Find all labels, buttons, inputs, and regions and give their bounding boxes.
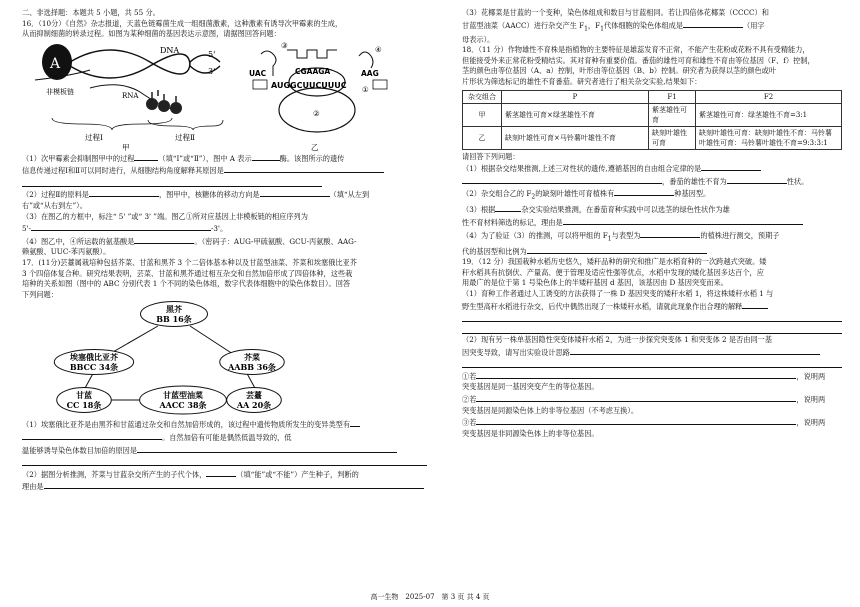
species-name: 甘蓝: [76, 390, 92, 401]
svg-text:乙: 乙: [311, 142, 319, 152]
answer-line[interactable]: [22, 177, 322, 187]
table-cell: 缺刻叶雄性可育：缺刻叶雄性不育：马铃薯叶雄性可育：马铃薯叶雄性不育=9:3:3:1: [696, 126, 842, 149]
species-genome: CC 18条: [66, 400, 102, 411]
option-1: ①若 ，说明两: [462, 371, 826, 381]
table-cell: 乙: [463, 126, 502, 149]
species-name: 甘蓝型油菜: [163, 390, 203, 401]
table-cell: 紫茎雄性可育: [649, 103, 696, 126]
right-column: [462, 8, 842, 439]
svg-text:④: ④: [375, 44, 382, 54]
q18-intro: 18．（11 分）作物雄性不育株是指植物的主要特征是雄蕊发育不正常，不能产生花粉或花粉不具有受精能力，: [462, 45, 810, 55]
svg-text:5': 5': [208, 49, 216, 59]
species-genome: BBCC 34条: [69, 362, 119, 373]
svg-text:①: ①: [362, 84, 369, 94]
q16-sub2-cont: 右”或“从右到左”）。: [22, 201, 87, 211]
answer-line[interactable]: [462, 312, 842, 322]
q17-sub2: （2）据图分析推测，芥菜与甘蓝杂交所产生的子代个体， （填“能”或“不能”）产生种子，判断的: [22, 469, 359, 479]
table-header: F2: [696, 90, 842, 103]
table-cell: 缺刻叶雄性可育: [649, 126, 696, 149]
q17-sub3-cont2: 母表示）。: [462, 34, 495, 44]
left-column: [22, 8, 427, 493]
q18-ask: 请回答下列问题：: [462, 151, 520, 161]
table-header: F1: [649, 90, 696, 103]
table-header: P: [502, 90, 649, 103]
q16-sub4: （4）图乙中，④所运载的氨基酸是 。（密码子：AUG-甲硫氨酸、GCU-丙氨酸、AAG-: [22, 236, 357, 246]
label-a: A: [50, 55, 61, 72]
table-cell: 甲: [463, 103, 502, 126]
species-name: 黑芥: [166, 304, 182, 315]
q18-intro-4: 片形状为筛选标记的雄性不育番茄。研究者进行了相关杂交实验,结果如下：: [462, 77, 702, 86]
q19-sub2-cont: 因突变导致，请写出实验设计思路: [462, 346, 842, 359]
q19-intro: 19．（12 分）我国栽种水稻历史悠久，矮秆品种的研究和推广是水稻育种的一次跨越式突破。矮: [462, 257, 767, 267]
table-row: [463, 103, 842, 126]
q16-sub3-cont: 5'- -3'。: [22, 224, 228, 234]
q16-figures: [22, 40, 427, 152]
svg-text:②: ②: [313, 108, 320, 118]
q17-sub1-cont2: 温能够诱导染色体数目加倍的原因是: [22, 444, 427, 457]
species-name: 芥菜: [244, 352, 260, 363]
table-row: [463, 126, 842, 149]
table-cell: 紫茎雄性可育×绿茎雄性不育: [502, 103, 649, 126]
species-name: 芸薹: [246, 390, 262, 401]
species-genome: AA 20条: [236, 400, 272, 411]
table-cell: 缺刻叶雄性可育×马铃薯叶雄性不育: [502, 126, 649, 149]
svg-text:UAC: UAC: [249, 68, 267, 78]
figure-jia: [30, 40, 230, 152]
cross-table: [462, 90, 842, 150]
svg-text:非模板链: 非模板链: [46, 87, 74, 96]
q19-intro-2: 秆水稻具有抗倒伏、产量高、便于管理及适应性强等优点，水稻中发现的矮化基因多达百个，应: [462, 267, 764, 277]
svg-text:过程Ⅱ: 过程Ⅱ: [175, 132, 196, 142]
q18-sub2: （2）杂交组合乙的 $F_2$的缺刻叶雄性可育植株有 种基因型。: [462, 189, 711, 201]
q17-sub2-cont: 理由是: [22, 480, 427, 493]
q16-sub4-cont: 赖氨酸、UUC-苯丙氨酸）。: [22, 247, 111, 257]
option-3-cont: 突变基因是非同源染色体上的非等位基因。: [462, 428, 599, 438]
q18-sub1: （1）根据杂交结果推测,上述三对性状的遗传,遵循基因的自由组合定律的是: [462, 162, 842, 175]
q18-sub4-cont: 代的基因型和比例为: [462, 245, 842, 258]
q17-intro-2: 3 个四倍体复合种。研究结果表明，芸菜、甘蓝和黑芥通过相互杂交和自然加倍形成了四倍体种，这些栽: [22, 268, 353, 278]
q17-intro-4: 下列问题：: [22, 289, 58, 299]
figure-yi: [247, 40, 397, 152]
option-3: ③若 ，说明两: [462, 418, 826, 428]
svg-text:甲: 甲: [122, 142, 130, 152]
svg-text:AAG: AAG: [361, 68, 379, 78]
svg-text:RNA: RNA: [122, 91, 139, 100]
species-genome: AABB 36条: [228, 362, 276, 373]
section-title: 二、非选择题：本题共 5 小题，共 55 分。: [22, 8, 160, 17]
q17-sub3: （3）花椰菜是甘蓝的一个变种，染色体组成和数目与甘蓝相同。若让四倍体花椰菜（CCCC）和: [462, 8, 769, 17]
q18-sub3: （3）根据 杂交实验结果推测，在番茄育种实践中可以选茎的绿色性状作为雄: [462, 205, 730, 215]
q16-sub1-cont: 信息传递过程Ⅰ和Ⅱ可以同时进行，从细胞结构角度解释其原因是: [22, 164, 427, 177]
answer-line[interactable]: [462, 358, 842, 368]
q16-intro: 16．（10分）《自然》杂志报道，天蓝色链霉菌生成一组细菌激素，这种激素有诱导次甲霉素的生成，: [22, 18, 343, 28]
answer-line[interactable]: [462, 324, 842, 334]
q16-intro-2: 从而抑制细菌的转录过程。如图为某种细菌的基因表达示意图，请据图回答问题：: [22, 29, 281, 39]
q18-sub4: （4）为了验证（3）的推测，可以将甲组的 $F_1$与表型为 的植株进行测交，预期子: [462, 230, 780, 243]
q18-intro-2: 但能接受外来正常花粉受精结实。其对育种有重要价值。番茄的雄性可育和雄性不育由等位基因（F、f）控制，: [462, 55, 815, 65]
svg-text:过程Ⅰ: 过程Ⅰ: [85, 132, 103, 142]
table-cell: 紫茎雄性可育：绿茎雄性不育=3:1: [696, 103, 842, 126]
q19-sub1: （1）育种工作者通过人工诱变的方法获得了一株 D 基因突变的矮秆水稻 1，将这株矮秆水稻 1 与: [462, 289, 774, 298]
q17-sub1-cont: 。自然加倍有可能是偶然低温导致的，低: [22, 431, 427, 444]
q16-sub2: （2）过程Ⅱ的原料是 ，图甲中，核糖体的移动方向是 （填“从左到: [22, 190, 370, 200]
q17-intro: 17．(11分)芸薹属栽培种包括芥菜、甘蓝和黑芥 3 个二倍体基本种以及甘蓝型油菜、芥菜和埃塞俄比亚芥: [22, 258, 357, 268]
svg-text:AUGGCUUCUUUC: AUGGCUUCUUUC: [271, 80, 347, 90]
q18-intro-3: 茎的颜色由等位基因（A、a）控制，叶形由等位基因（B、b）控制。研究者为获得以茎的颜色或叶: [462, 66, 777, 76]
page-footer: 高一生物 2025-07 第 3 页 共 4 页: [370, 593, 490, 601]
svg-text:DNA: DNA: [160, 45, 180, 55]
svg-text:3': 3': [208, 66, 216, 76]
q19-intro-3: 用最广的是位于第 1 号染色体上的半矮秆基因 d 基因，该基因由 D 基因突变而来。: [462, 278, 728, 288]
q17-intro-3: 培种的关系如图（图中的 ABC 分别代表 1 个不同的染色体组，数字代表体细胞中的染色体数目）。回答: [22, 279, 351, 289]
species-diagram: [48, 300, 288, 418]
q17-sub1: （1）埃塞俄比亚芥是由黑芥和甘蓝通过杂交和自然加倍形成的，该过程中遗传物质所发生的变异类型有: [22, 418, 427, 431]
q18-sub1-cont: ，番茄的雄性不育为 性状。: [462, 175, 842, 188]
q19-sub1-cont: 野生型高秆水稻进行杂交，后代中偶然出现了一株矮秆水稻，请就此现象作出合理的解释: [462, 300, 842, 313]
species-genome: AACC 38条: [159, 400, 207, 411]
species-genome: BB 16条: [156, 314, 192, 325]
svg-text:CGAAGA: CGAAGA: [295, 66, 331, 76]
q19-sub2: （2）现有另一株单基因隐性突变体矮秆水稻 2，为进一步探究突变体 1 和突变体 2 是否由同一基: [462, 335, 773, 345]
table-header-row: [463, 90, 842, 103]
table-header: 杂交组合: [463, 90, 502, 103]
species-name: 埃塞俄比亚芥: [70, 352, 118, 363]
q18-sub3-cont: 性不育材料筛选的标记，理由是: [462, 216, 842, 229]
q16-sub1: （1）次甲霉素会抑制图甲中的过程 （填“Ⅰ”或“Ⅱ”），图中 A 表示 酶。该图所示的遗传: [22, 153, 345, 163]
option-1-cont: 突变基因是同一基因突变产生的等位基因。: [462, 382, 599, 392]
option-2-cont: 突变基因是同源染色体上的非等位基因（不考虑互换）。: [462, 405, 639, 415]
q16-sub3: （3）在图乙的方框中，标注“ 5' ”或“ 3' ”端。图乙①所对应基因上非模板链的相应序列为: [22, 211, 308, 221]
answer-line[interactable]: [22, 456, 427, 466]
svg-text:③: ③: [281, 40, 288, 50]
q17-sub3-cont: 甘蓝型油菜（AACC）进行杂交产生 $F_1$，$F_1$代体细胞的染色体组成是 （用字: [462, 20, 765, 33]
option-2: ②若 ，说明两: [462, 395, 826, 405]
